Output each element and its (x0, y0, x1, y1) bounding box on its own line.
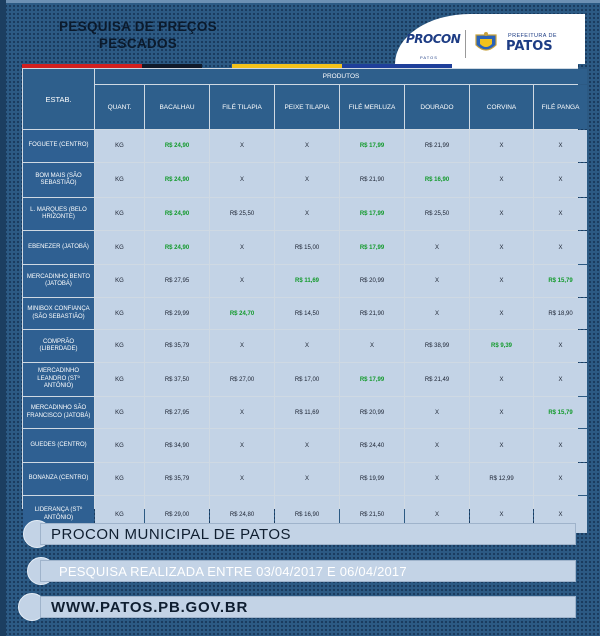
estab-name: BOM MAIS (SÃO SEBASTIÃO) (23, 163, 94, 197)
price-cell: R$ 35,79 (145, 330, 209, 362)
unit-cell: KG (95, 496, 144, 533)
price-cell: R$ 15,79 (534, 397, 587, 428)
price-cell: R$ 21,99 (405, 130, 469, 162)
price-cell: R$ 25,50 (405, 198, 469, 230)
price-cell: X (534, 496, 587, 533)
price-cell: X (534, 198, 587, 230)
estab-name: LIDERANÇA (STº ANTÔNIO) (23, 496, 94, 533)
estab-name: L. MARQUES (BELO HRIZONTE) (23, 198, 94, 230)
price-cell: R$ 17,00 (275, 363, 339, 396)
estab-name: BONANZA (CENTRO) (23, 463, 94, 495)
left-border (0, 0, 6, 636)
price-cell: X (275, 163, 339, 197)
unit-cell: KG (95, 231, 144, 264)
price-cell: X (405, 231, 469, 264)
price-cell: X (470, 163, 533, 197)
prefeitura-label: PREFEITURA DE (508, 33, 557, 39)
price-cell: X (470, 130, 533, 162)
logo-divider (465, 30, 466, 58)
title-line-2: PESCADOS (98, 36, 178, 51)
price-cell: X (210, 330, 274, 362)
price-cell: R$ 19,99 (340, 463, 404, 495)
estab-name: EBENEZER (JATOBÁ) (23, 231, 94, 264)
estab-name: MERCADINHO LEANDRO (STº ANTÔNIO) (23, 363, 94, 396)
price-cell: R$ 21,49 (405, 363, 469, 396)
page-title (38, 18, 238, 52)
price-cell: R$ 16,90 (275, 496, 339, 533)
price-cell: R$ 12,99 (470, 463, 533, 495)
price-cell: R$ 18,90 (534, 298, 587, 329)
column-header: FILÉ TILAPIA (210, 85, 274, 129)
price-cell: X (534, 130, 587, 162)
price-cell: X (405, 463, 469, 495)
price-cell: R$ 9,39 (470, 330, 533, 362)
estab-header: ESTAB. (23, 69, 94, 129)
unit-cell: KG (95, 298, 144, 329)
footer-procon-name: PROCON MUNICIPAL DE PATOS (51, 525, 292, 543)
price-cell: R$ 21,90 (340, 298, 404, 329)
price-cell: R$ 24,90 (145, 198, 209, 230)
price-cell: X (275, 429, 339, 462)
price-cell: R$ 21,50 (340, 496, 404, 533)
price-cell: X (534, 363, 587, 396)
unit-cell: KG (95, 198, 144, 230)
price-cell: X (470, 265, 533, 297)
price-cell: X (275, 463, 339, 495)
price-cell: X (470, 298, 533, 329)
price-cell: R$ 27,00 (210, 363, 274, 396)
price-cell: R$ 14,50 (275, 298, 339, 329)
footer-banner-2 (40, 560, 576, 582)
price-cell: R$ 21,90 (340, 163, 404, 197)
header (0, 0, 600, 68)
unit-cell: KG (95, 363, 144, 396)
price-cell: X (210, 429, 274, 462)
price-cell: R$ 29,99 (145, 298, 209, 329)
price-cell: X (534, 429, 587, 462)
price-cell: R$ 15,00 (275, 231, 339, 264)
price-cell: X (470, 397, 533, 428)
estab-name: MINIBOX CONFIANÇA (SÃO SEBASTIÃO) (23, 298, 94, 329)
products-header: PRODUTOS (95, 69, 587, 84)
price-cell: R$ 37,50 (145, 363, 209, 396)
price-cell: X (534, 463, 587, 495)
price-cell: R$ 24,40 (340, 429, 404, 462)
price-cell: R$ 24,90 (145, 231, 209, 264)
unit-cell: KG (95, 163, 144, 197)
estab-name: COMPRÃO (LIBERDADE) (23, 330, 94, 362)
footer-banner-1 (40, 523, 576, 545)
unit-cell: KG (95, 463, 144, 495)
price-cell: X (470, 363, 533, 396)
column-header: QUANT. (95, 85, 144, 129)
price-cell: R$ 27,95 (145, 397, 209, 428)
price-cell: X (275, 198, 339, 230)
column-header: FILÉ MERLUZA (340, 85, 404, 129)
price-table (22, 68, 580, 521)
price-cell: R$ 34,90 (145, 429, 209, 462)
column-header: FILÉ PANGA (534, 85, 587, 129)
price-cell: R$ 35,79 (145, 463, 209, 495)
prefeitura-name: PATOS (506, 39, 553, 54)
price-cell: X (275, 330, 339, 362)
price-cell: R$ 25,50 (210, 198, 274, 230)
price-cell: X (470, 429, 533, 462)
price-cell: X (340, 330, 404, 362)
price-cell: X (470, 231, 533, 264)
price-cell: X (534, 330, 587, 362)
price-cell: R$ 11,69 (275, 265, 339, 297)
footer-survey-dates: PESQUISA REALIZADA ENTRE 03/04/2017 E 06/04/2017 (59, 563, 407, 579)
estab-name: FOGUETE (CENTRO) (23, 130, 94, 162)
price-cell: X (405, 298, 469, 329)
price-cell: X (470, 496, 533, 533)
procon-logo-sub: PATOS (420, 55, 438, 60)
price-cell: R$ 38,99 (405, 330, 469, 362)
price-cell: X (210, 163, 274, 197)
price-cell: X (405, 496, 469, 533)
prefeitura-crest-icon (472, 31, 500, 55)
footer-website: WWW.PATOS.PB.GOV.BR (51, 598, 249, 616)
price-cell: R$ 17,99 (340, 198, 404, 230)
price-cell: R$ 17,99 (340, 363, 404, 396)
price-cell: X (210, 397, 274, 428)
column-header: CORVINA (470, 85, 533, 129)
unit-cell: KG (95, 429, 144, 462)
unit-cell: KG (95, 265, 144, 297)
column-header: BACALHAU (145, 85, 209, 129)
unit-cell: KG (95, 330, 144, 362)
estab-name: MERCADINHO SÃO FRANCISCO (JATOBÁ) (23, 397, 94, 428)
price-cell: X (405, 429, 469, 462)
estab-name: GUEDES (CENTRO) (23, 429, 94, 462)
column-header: DOURADO (405, 85, 469, 129)
price-cell: X (405, 265, 469, 297)
price-cell: R$ 24,80 (210, 496, 274, 533)
price-cell: R$ 15,79 (534, 265, 587, 297)
price-cell: R$ 27,95 (145, 265, 209, 297)
price-cell: R$ 24,70 (210, 298, 274, 329)
price-cell: X (210, 231, 274, 264)
column-header: PEIXE TILAPIA (275, 85, 339, 129)
price-cell: X (534, 163, 587, 197)
price-cell: X (405, 397, 469, 428)
price-cell: R$ 17,99 (340, 130, 404, 162)
title-line-1: PESQUISA DE PREÇOS (59, 19, 217, 34)
footer-banner-3 (40, 596, 576, 618)
price-cell: R$ 20,99 (340, 397, 404, 428)
procon-logo: PROCON (406, 32, 461, 46)
price-cell: X (275, 130, 339, 162)
price-cell: R$ 16,90 (405, 163, 469, 197)
price-cell: X (210, 265, 274, 297)
price-cell: R$ 29,00 (145, 496, 209, 533)
estab-name: MERCADINHO BENTO (JATOBÁ) (23, 265, 94, 297)
unit-cell: KG (95, 397, 144, 428)
price-cell: X (470, 198, 533, 230)
price-cell: R$ 17,99 (340, 231, 404, 264)
price-cell: R$ 20,99 (340, 265, 404, 297)
unit-cell: KG (95, 130, 144, 162)
price-cell: R$ 11,69 (275, 397, 339, 428)
price-cell: R$ 24,90 (145, 130, 209, 162)
price-cell: R$ 24,90 (145, 163, 209, 197)
price-cell: X (210, 130, 274, 162)
price-cell: X (534, 231, 587, 264)
price-cell: X (210, 463, 274, 495)
